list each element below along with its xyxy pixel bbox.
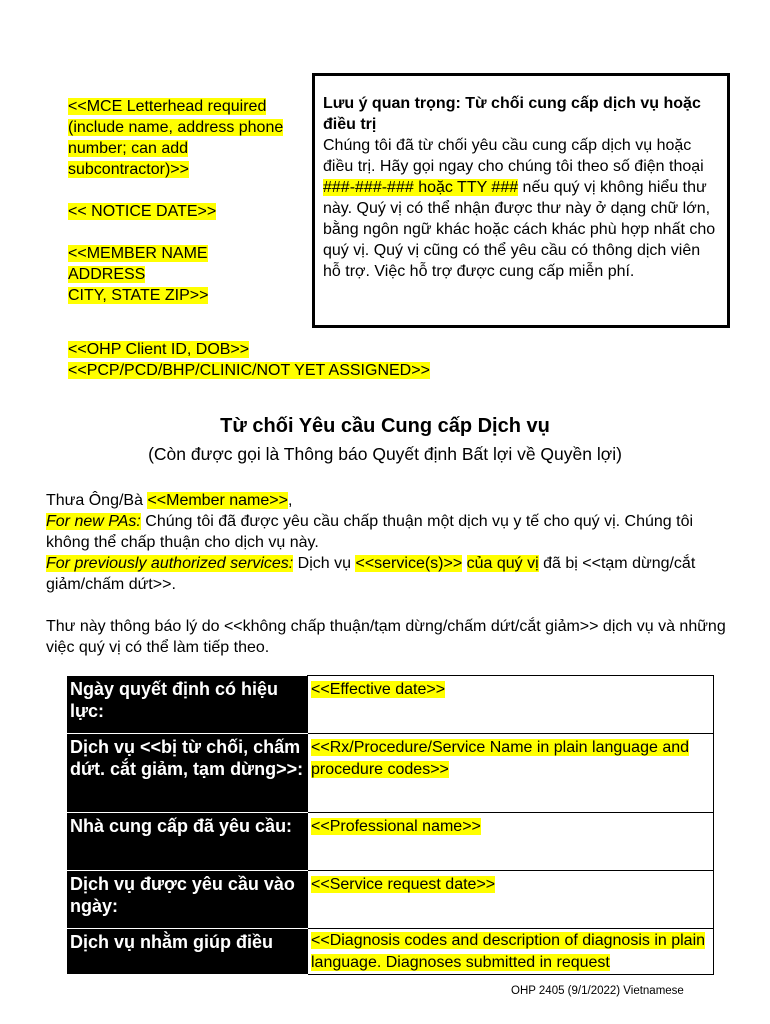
client-info-block (68, 339, 430, 381)
service-placeholder: <<service(s)>> (355, 555, 463, 572)
greeting-prefix: Thưa Ông/Bà (46, 492, 148, 509)
letterhead-block (68, 96, 298, 327)
row-value-provider (308, 813, 714, 871)
prev-authorized-label: For previously authorized services: (46, 555, 294, 572)
prev-space (462, 555, 466, 572)
row-label-request-date: Dịch vụ được yêu cầu vào ngày: (67, 871, 308, 929)
your-label: của quý vị (466, 555, 539, 572)
important-notice-box (312, 73, 730, 328)
reason-paragraph: Thư này thông báo lý do <<không chấp thuận/tạm dừng/chấm dứt/cắt giảm>> dịch vụ và những việc quý vị có thể làm tiếp theo. (46, 618, 726, 656)
mce-letterhead-placeholder: <<MCE Letterhead required (include name, address phone number; can add subcontractor)>> (68, 98, 284, 178)
row-label-service: Dịch vụ <<bị từ chối, chấm dứt. cắt giảm, tạm dừng>>: (67, 734, 308, 813)
decision-info-table (67, 675, 714, 975)
service-request-date-placeholder: <<Service request date>> (311, 876, 496, 893)
prev-text-1: Dịch vụ (293, 555, 356, 572)
row-value-service (308, 734, 714, 813)
member-name-line: <<MEMBER NAME (68, 245, 208, 262)
row-value-diagnosis (308, 929, 714, 975)
notice-text-1: Chúng tôi đã từ chối yêu cầu cung cấp dịch vụ hoặc điều trị. Hãy gọi ngay cho chúng tôi theo số điện thoại (323, 137, 704, 175)
new-pas-text: Chúng tôi đã được yêu cầu chấp thuận một dịch vụ y tế cho quý vị. Chúng tôi không thể chấp thuận cho dịch vụ này. (46, 513, 694, 551)
title-block (0, 413, 770, 466)
document-subtitle: (Còn được gọi là Thông báo Quyết định Bất lợi về Quyền lợi) (148, 444, 622, 464)
client-id-dob: <<OHP Client ID, DOB>> (68, 341, 250, 358)
notice-text-2: nếu quý vị không hiểu thư này. Quý vị có thể nhận được thư này ở dạng chữ lớn, bằng ngôn ngữ khác hoặc cách khác phù hợp nhất cho quý vị. Quý vị cũng có thể yêu cầu có thông dịch viên hỗ trợ. Việc hỗ trợ được cung cấp miễn phí. (323, 179, 716, 280)
notice-heading: Lưu ý quan trọng: Từ chối cung cấp dịch vụ hoặc điều trị (323, 95, 701, 133)
greeting-suffix: , (287, 492, 293, 509)
pcp-placeholder: <<PCP/PCD/BHP/CLINIC/NOT YET ASSIGNED>> (68, 362, 430, 379)
prev-authorized-paragraph (46, 553, 726, 595)
notice-date-placeholder: << NOTICE DATE>> (68, 203, 217, 220)
member-city-state-zip-line: CITY, STATE ZIP>> (68, 287, 209, 304)
new-pas-label: For new PAs: (46, 513, 141, 530)
table-row (67, 871, 714, 929)
member-address-line: ADDRESS (68, 266, 146, 283)
row-value-effective-date (308, 676, 714, 734)
diagnosis-placeholder: <<Diagnosis codes and description of diagnosis in plain language. Diagnoses submitted in request (311, 932, 706, 971)
body-text (46, 490, 726, 658)
new-pas-paragraph (46, 511, 726, 553)
prev-text-2: đã bị <<tạm dừng/cắt giảm/chấm dứt>>. (46, 555, 696, 593)
professional-name-placeholder: <<Professional name>> (311, 818, 481, 835)
form-footer: OHP 2405 (9/1/2022) Vietnamese (511, 985, 684, 997)
document-title: Từ chối Yêu cầu Cung cấp Dịch vụ (220, 415, 550, 437)
greeting-line (46, 490, 726, 511)
row-label-diagnosis: Dịch vụ nhằm giúp điều (67, 929, 308, 975)
row-value-request-date (308, 871, 714, 929)
effective-date-placeholder: <<Effective date>> (311, 681, 446, 698)
table-row (67, 734, 714, 813)
row-label-provider: Nhà cung cấp đã yêu cầu: (67, 813, 308, 871)
row-label-effective-date: Ngày quyết định có hiệu lực: (67, 676, 308, 734)
table-row (67, 813, 714, 871)
table-row (67, 676, 714, 734)
member-name-placeholder: <<Member name>> (147, 492, 288, 509)
table-row (67, 929, 714, 975)
service-name-placeholder: <<Rx/Procedure/Service Name in plain language and procedure codes>> (311, 739, 690, 778)
notice-phone: ###-###-### hoặc TTY ### (323, 179, 519, 196)
